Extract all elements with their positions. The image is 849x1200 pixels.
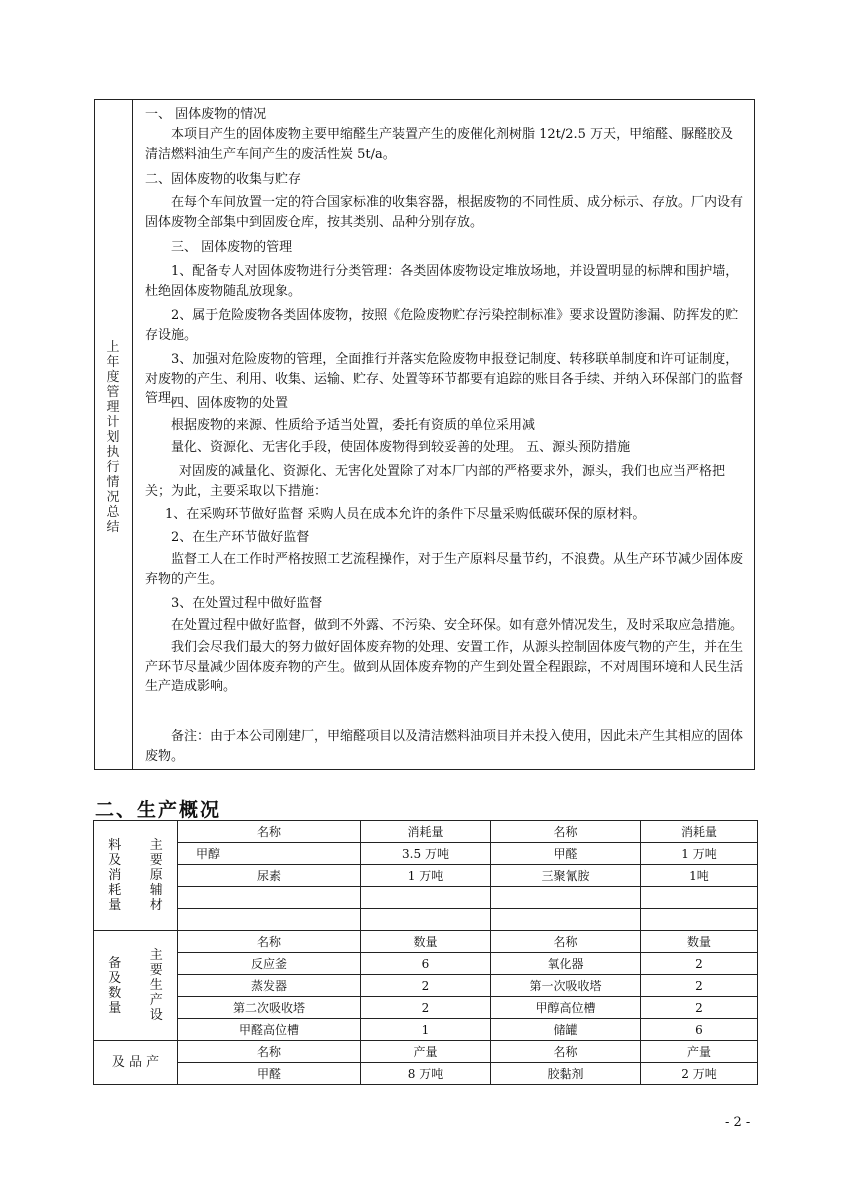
- section-title-production-overview: 二、生产概况: [95, 799, 222, 821]
- materials-row: [94, 887, 758, 909]
- paragraph-remark: 备注：由于本公司刚建厂，甲缩醛项目以及清洁燃料油项目并未投入使用，因此未产生其相应的固体废物。: [145, 729, 744, 764]
- product-output: 2 万吨: [641, 1063, 758, 1085]
- paragraph-disposal-1: 根据废物的来源、性质给予适当处置，委托有资质的单位采用减: [171, 418, 536, 433]
- materials-label-inner: 主要原辅材: [136, 821, 178, 931]
- equipment-header-name-2: 名称: [491, 931, 641, 953]
- material-name: 甲醛: [491, 843, 641, 865]
- heading-waste-disposal: 四、固体废物的处置: [171, 396, 289, 411]
- products-header-name-1: 名称: [178, 1041, 361, 1063]
- equipment-qty: 6: [361, 953, 491, 975]
- equipment-qty: 2: [641, 975, 758, 997]
- material-name: 甲醇: [178, 843, 361, 865]
- product-output: 8 万吨: [361, 1063, 491, 1085]
- equipment-row: [94, 997, 758, 1019]
- material-name: [178, 887, 361, 909]
- equipment-row: [94, 953, 758, 975]
- equipment-qty: 6: [641, 1019, 758, 1041]
- equipment-name: 蒸发器: [178, 975, 361, 997]
- measure-procurement: 1、在采购环节做好监督 采购人员在成本允许的条件下尽量采购低碳环保的原材料。: [165, 507, 646, 522]
- material-name: [491, 887, 641, 909]
- equipment-name: 第一次吸收塔: [491, 975, 641, 997]
- equipment-row: [94, 1019, 758, 1041]
- equipment-qty: 2: [361, 975, 491, 997]
- equipment-name: 甲醇高位槽: [491, 997, 641, 1019]
- materials-header-name-1: 名称: [178, 821, 361, 843]
- equipment-header-name-1: 名称: [178, 931, 361, 953]
- material-amount: [641, 887, 758, 909]
- material-amount: [641, 909, 758, 931]
- equipment-name: 氧化器: [491, 953, 641, 975]
- equipment-label-inner: 主要生产设: [136, 931, 178, 1041]
- paragraph-management-2: 2、属于危险废物各类固体废物，按照《危险废物贮存污染控制标准》要求设置防渗漏、防挥发的贮存设施。: [145, 308, 739, 343]
- product-name: 胶黏剂: [491, 1063, 641, 1085]
- paragraph-source-prevention: 对固废的减量化、资源化、无害化处置除了对本厂内部的严格要求外，源头，我们也应当严格把关；为此，主要采取以下措施：: [145, 464, 726, 499]
- heading-collection-storage: 二、固体废物的收集与贮存: [145, 172, 302, 187]
- products-header-output-1: 产量: [361, 1041, 491, 1063]
- equipment-qty: 1: [361, 1019, 491, 1041]
- products-row: [94, 1063, 758, 1085]
- material-name: 三聚氰胺: [491, 865, 641, 887]
- materials-label-outer: 料及消耗量: [94, 821, 136, 931]
- paragraph-commitment: 我们会尽我们最大的努力做好固体废弃物的处理、安置工作，从源头控制固体废气物的产生，并在生产环节尽量减少固体废弃物的产生。做到从固体废弃物的产生到处置全程跟踪，不对周围环境和人民生活生产造成影响。: [145, 640, 744, 694]
- paragraph-management-3: 3、加强对危险废物的管理，全面推行并落实危险废物申报登记制度、转移联单制度和许可证制度，对废物的产生、利用、收集、运输、贮存、处置等环节都要有追踪的账目各手续、并纳入环保部门的监督管理。: [145, 352, 744, 406]
- material-amount: 1 万吨: [641, 843, 758, 865]
- materials-header-name-2: 名称: [491, 821, 641, 843]
- equipment-header-row: [94, 931, 758, 953]
- paragraph-waste-sources: 本项目产生的固体废物主要甲缩醛生产装置产生的废催化剂树脂 12t/2.5 万天，甲缩醛、脲醛胶及清洁燃料油生产车间产生的废活性炭 5t/a。: [145, 127, 734, 162]
- material-name: [491, 909, 641, 931]
- equipment-header-qty-1: 数量: [361, 931, 491, 953]
- materials-header-amount-2: 消耗量: [641, 821, 758, 843]
- equipment-name: 甲醛高位槽: [178, 1019, 361, 1041]
- equipment-name: 第二次吸收塔: [178, 997, 361, 1019]
- measure-disposal-text: 在处置过程中做好监督，做到不外露、不污染、安全环保。如有意外情况发生，及时采取应急措施。: [171, 618, 744, 633]
- materials-header-row: [94, 821, 758, 843]
- page-number: - 2 -: [725, 1115, 751, 1130]
- summary-column-divider: [132, 99, 133, 770]
- equipment-qty: 2: [641, 953, 758, 975]
- material-amount: 1 万吨: [361, 865, 491, 887]
- equipment-name: 反应釜: [178, 953, 361, 975]
- equipment-qty: 2: [361, 997, 491, 1019]
- production-overview-table: [93, 820, 758, 1085]
- materials-row: [94, 909, 758, 931]
- paragraph-disposal-2: 量化、资源化、无害化手段，使固体废物得到较妥善的处理。 五、源头预防措施: [171, 440, 631, 455]
- summary-vertical-label: 上年度管理计划执行情况总结: [106, 340, 120, 535]
- material-name: 尿素: [178, 865, 361, 887]
- paragraph-management-1: 1、配备专人对固体废物进行分类管理：各类固体废物设定堆放场地，并设置明显的标牌和围护墙，杜绝固体废物随乱放现象。: [145, 264, 739, 299]
- products-label: 及 品 产: [94, 1041, 178, 1085]
- equipment-row: [94, 975, 758, 997]
- equipment-header-qty-2: 数量: [641, 931, 758, 953]
- measure-disposal-heading: 3、在处置过程中做好监督: [171, 596, 323, 611]
- equipment-label-outer: 备及数量: [94, 931, 136, 1041]
- equipment-qty: 2: [641, 997, 758, 1019]
- equipment-name: 储罐: [491, 1019, 641, 1041]
- material-amount: [361, 887, 491, 909]
- heading-waste-management: 三、 固体废物的管理: [171, 240, 293, 255]
- materials-header-amount-1: 消耗量: [361, 821, 491, 843]
- heading-solid-waste-status: 一、 固体废物的情况: [145, 107, 267, 122]
- material-amount: 3.5 万吨: [361, 843, 491, 865]
- material-amount: 1吨: [641, 865, 758, 887]
- products-header-output-2: 产量: [641, 1041, 758, 1063]
- product-name: 甲醛: [178, 1063, 361, 1085]
- material-amount: [361, 909, 491, 931]
- material-name: [178, 909, 361, 931]
- products-header-row: [94, 1041, 758, 1063]
- products-header-name-2: 名称: [491, 1041, 641, 1063]
- measure-production-text: 监督工人在工作时严格按照工艺流程操作，对于生产原料尽量节约，不浪费。从生产环节减少固体废弃物的产生。: [145, 552, 744, 587]
- measure-production-heading: 2、在生产环节做好监督: [171, 530, 310, 545]
- materials-row: [94, 865, 758, 887]
- materials-row: [94, 843, 758, 865]
- paragraph-collection-storage: 在每个车间放置一定的符合国家标准的收集容器，根据废物的不同性质、成分标示、存放。厂内设有固体废物全部集中到固废仓库，按其类别、品种分别存放。: [145, 195, 744, 230]
